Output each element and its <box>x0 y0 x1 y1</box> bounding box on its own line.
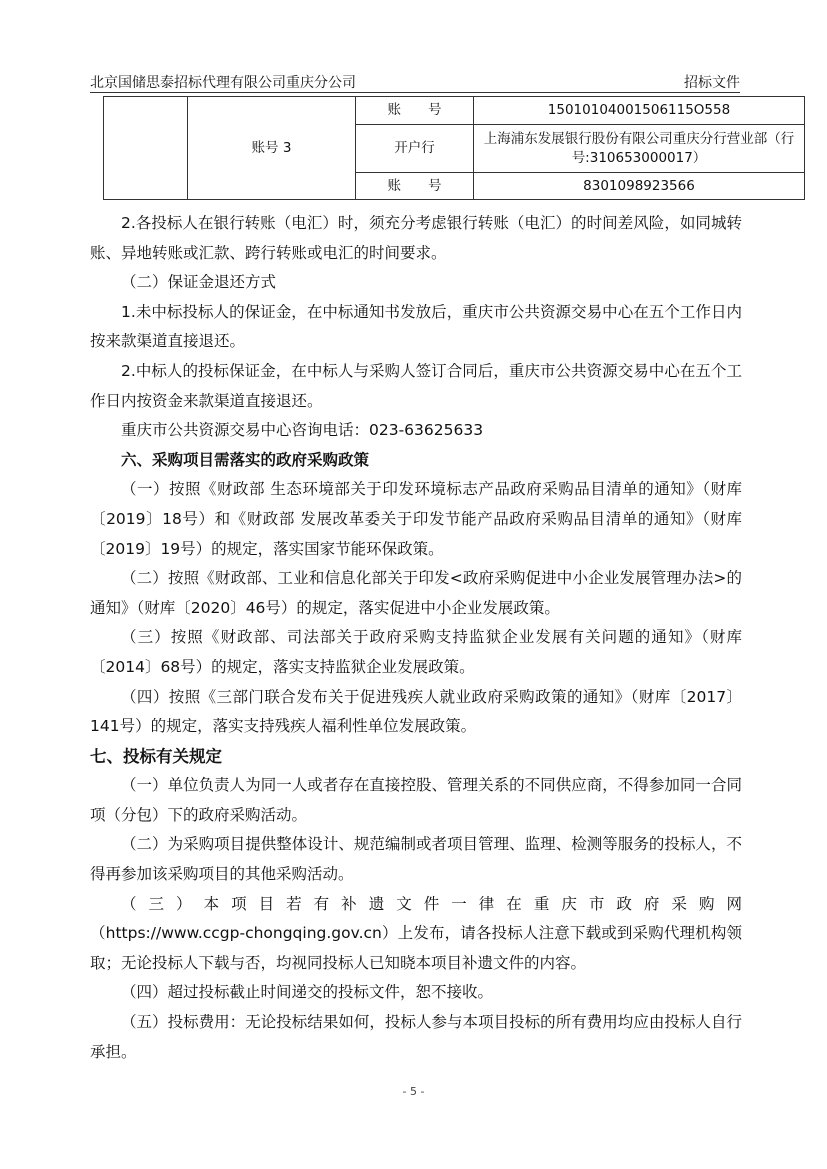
paragraph: （一）按照《财政部 生态环境部关于印发环境标志产品政府采购品目清单的通知》（财库〔2019〕18号）和《财政部 发展改革委关于印发节能产品政府采购品目清单的通知》（财库〔2019〕19号）的规定，落实国家节能环保政策。 <box>90 480 742 558</box>
paragraph: （五）投标费用：无论投标结果如何，投标人参与本项目投标的所有费用均应由投标人自行承担。 <box>90 1013 742 1061</box>
paragraph: （二）按照《财政部、工业和信息化部关于印发<政府采购促进中小企业发展管理办法>的通知》（财库〔2020〕46号）的规定，落实促进中小企业发展政策。 <box>90 569 742 617</box>
paragraph: （四）按照《三部门联合发布关于促进残疾人就业政府采购政策的通知》（财库〔2017〕141号）的规定，落实支持残疾人福利性单位发展政策。 <box>90 687 742 736</box>
account-number-value: 8301098923566 <box>474 173 805 200</box>
paragraph: 2.各投标人在银行转账（电汇）时，须充分考虑银行转账（电汇）的时间差风险，如同城转账、异地转账或汇款、跨行转账或电汇的时间要求。 <box>90 214 742 262</box>
paragraph: （三）按照《财政部、司法部关于政府采购支持监狱企业发展有关问题的通知》（财库〔2014〕68号）的规定，落实支持监狱企业发展政策。 <box>90 628 742 676</box>
bank-value: 上海浦东发展银行股份有限公司重庆分行营业部（行号:310653000017） <box>474 125 805 173</box>
paragraph: （一）单位负责人为同一人或者存在直接控股、管理关系的不同供应商，不得参加同一合同项（分包）下的政府采购活动。 <box>90 776 742 824</box>
paragraph: 2.中标人的投标保证金，在中标人与采购人签订合同后，重庆市公共资源交易中心在五个工作日内按资金来款渠道直接退还。 <box>90 361 742 410</box>
paragraph: （https://www.ccgp-chongqing.gov.cn）上发布，请各投标人注意下载或到采购代理机构领取；无论投标人下载与否，均视同投标人已知晓本项目补遗文件的内容。 <box>90 924 742 972</box>
paragraph: 1.未中标投标人的保证金，在中标通知书发放后，重庆市公共资源交易中心在五个工作日内按来款渠道直接退还。 <box>90 302 742 351</box>
account-number-value: 15010104001506115O558 <box>474 97 805 125</box>
paragraph: （三）本项目若有补遗文件一律在重庆市政府采购网 <box>121 894 742 913</box>
paragraph: （四）超过投标截止时间递交的投标文件，恕不接收。 <box>121 983 494 1002</box>
page-number: - 5 - <box>402 1085 425 1098</box>
document-body <box>90 209 742 1067</box>
account-table <box>103 96 805 200</box>
account-number-label: 账 号 <box>356 173 474 200</box>
section-heading-6: 六、采购项目需落实的政府采购政策 <box>121 450 370 469</box>
table-blank-cell <box>104 97 188 200</box>
section-subheading: （二）保证金退还方式 <box>121 273 277 292</box>
account-group-label: 账号 3 <box>188 97 356 200</box>
contact-phone: 重庆市公共资源交易中心咨询电话：023-63625633 <box>121 421 484 440</box>
paragraph: （二）为采购项目提供整体设计、规范编制或者项目管理、监理、检测等服务的投标人，不得再参加该采购项目的其他采购活动。 <box>90 835 742 884</box>
page-header <box>90 70 740 93</box>
header-company: 北京国储思泰招标代理有限公司重庆分公司 <box>90 75 356 91</box>
section-heading-7: 七、投标有关规定 <box>90 746 222 766</box>
bank-label: 开户行 <box>356 125 474 173</box>
account-number-label: 账 号 <box>356 97 474 125</box>
header-doc-type: 招标文件 <box>684 75 740 91</box>
